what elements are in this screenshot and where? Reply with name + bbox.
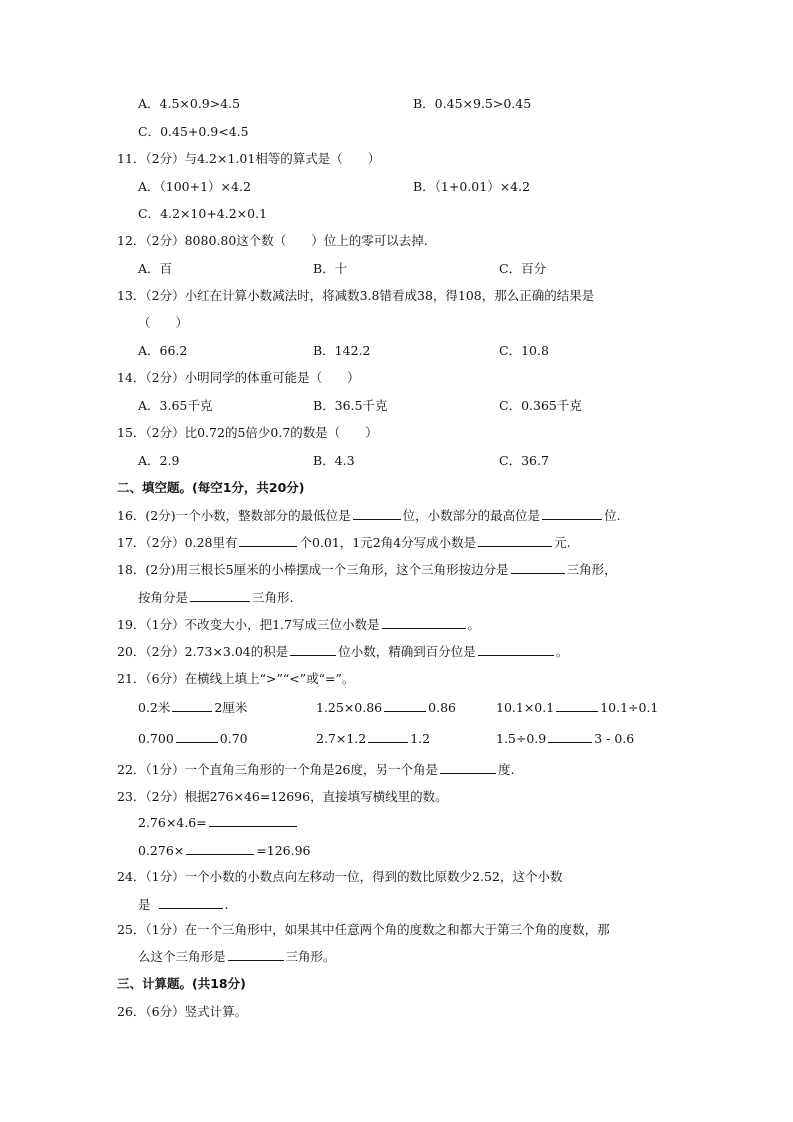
- q16-blank-2[interactable]: [542, 508, 602, 520]
- q14-option-a: A．3.65千克: [138, 398, 213, 413]
- q20-blank-1[interactable]: [290, 644, 336, 656]
- q12-option-c: C．百分: [499, 261, 547, 276]
- q22-text-2: 度.: [498, 762, 515, 777]
- q17-text-1: 17．（2分）0.28里有: [117, 535, 238, 550]
- q19-blank-1[interactable]: [382, 617, 466, 629]
- q23-expr-2a: 0.276×: [138, 843, 185, 858]
- q23-expr-1: 2.76×4.6=: [138, 815, 207, 830]
- q21-r1-c2-right: 0.86: [428, 700, 456, 715]
- q16-text-1: 16．(2分)一个小数，整数部分的最低位是: [117, 508, 351, 523]
- q21-r1-c1-blank[interactable]: [172, 700, 212, 712]
- q18-text-2: 三角形，: [566, 562, 617, 577]
- q21-r1-c2: [316, 700, 456, 716]
- q21-r2-c2-left: 2.7×1.2: [316, 731, 367, 746]
- q21-r1-c1: [138, 700, 247, 716]
- section-2-heading: 二、填空题。(每空1分，共20分): [117, 480, 305, 495]
- q20-blank-2[interactable]: [478, 644, 554, 656]
- q21-r2-c3: [496, 731, 634, 747]
- q20: [117, 644, 568, 660]
- q17-text-2: 个0.01，1元2角4分写成小数是: [299, 535, 477, 550]
- q16: [117, 508, 621, 524]
- q12-option-a: A．百: [138, 261, 173, 276]
- q11-option-c: C．4.2×10+4.2×0.1: [138, 206, 268, 221]
- q18-text-3: 按角分是: [138, 590, 189, 605]
- q25-text-3: 三角形。: [285, 949, 336, 964]
- q21-r2-c2-right: 1.2: [410, 731, 431, 746]
- q23-blank-1[interactable]: [209, 815, 297, 827]
- q20-text-3: 。: [555, 644, 569, 659]
- q18-text-4: 三角形.: [252, 590, 294, 605]
- q16-blank-1[interactable]: [353, 508, 401, 520]
- q16-text-2: 位，小数部分的最高位是: [402, 508, 541, 523]
- q25-line-2: [138, 949, 336, 965]
- q21-r2-c3-right: 3 - 0.6: [594, 731, 635, 746]
- q25-text-2: 么这个三角形是: [138, 949, 226, 964]
- q15-option-b: B．4.3: [313, 453, 355, 468]
- q23-blank-2[interactable]: [186, 843, 254, 855]
- q13-option-b: B．142.2: [313, 343, 371, 358]
- q15-option-c: C．36.7: [499, 453, 549, 468]
- section-3-heading: 三、计算题。(共18分): [117, 976, 246, 991]
- q12-stem: 12．（2分）8080.80这个数（ ）位上的零可以去掉.: [117, 233, 428, 248]
- q14-option-b: B．36.5千克: [313, 398, 388, 413]
- q23-stem: 23．（2分）根据276×46=12696，直接填写横线里的数。: [117, 789, 448, 804]
- q21-r1-c3-blank[interactable]: [556, 700, 598, 712]
- q11-stem: 11．（2分）与4.2×1.01相等的算式是（ ）: [117, 151, 381, 166]
- q21-r2-c1-left: 0.700: [138, 731, 174, 746]
- q10-option-c: C．0.45+0.9<4.5: [138, 124, 249, 139]
- q22: [117, 762, 515, 778]
- q15-stem: 15．（2分）比0.72的5倍少0.7的数是（ ）: [117, 425, 378, 440]
- q14-option-c: C．0.365千克: [499, 398, 582, 413]
- q22-text-1: 22．（1分）一个直角三角形的一个角是26度，另一个角是: [117, 762, 439, 777]
- q16-text-3: 位.: [604, 508, 621, 523]
- q21-r2-c3-left: 1.5÷0.9: [496, 731, 547, 746]
- q21-r2-c1-right: 0.70: [219, 731, 248, 746]
- q17-text-3: 元.: [554, 535, 571, 550]
- q22-blank-1[interactable]: [440, 762, 496, 774]
- q20-text-2: 位小数，精确到百分位是: [338, 644, 476, 659]
- q19-text-2: 。: [467, 617, 481, 632]
- q24-text-2: 是: [138, 897, 151, 912]
- q24-blank-1[interactable]: [159, 897, 223, 909]
- q13-stem-continued: （ ）: [138, 315, 189, 330]
- q23-line-2: [138, 843, 310, 859]
- q21-r1-c1-left: 0.2米: [138, 700, 171, 715]
- q15-option-a: A．2.9: [138, 453, 180, 468]
- q13-stem: 13．（2分）小红在计算小数减法时，将减数3.8错看成38，得108，那么正确的结果是: [117, 288, 595, 303]
- q24-line-1: 24．（1分）一个小数的小数点向左移动一位，得到的数比原数少2.52，这个小数: [117, 869, 563, 884]
- q13-option-c: C．10.8: [499, 343, 549, 358]
- q21-r1-c3: [496, 700, 658, 716]
- q19: [117, 617, 480, 633]
- q24-text-3: .: [224, 897, 229, 912]
- q18-blank-2[interactable]: [190, 590, 250, 602]
- q18-blank-1[interactable]: [511, 562, 565, 574]
- q24-line-2: [138, 897, 229, 913]
- q18-line-1: [117, 562, 617, 578]
- q14-stem: 14．（2分）小明同学的体重可能是（ ）: [117, 370, 360, 385]
- q21-r1-c3-left: 10.1×0.1: [496, 700, 555, 715]
- q18-line-2: [138, 590, 294, 606]
- q23-expr-2b: =126.96: [256, 843, 311, 858]
- q21-r1-c2-blank[interactable]: [384, 700, 426, 712]
- q11-option-b: B．（1+0.01）×4.2: [413, 179, 531, 194]
- q21-r1-c2-left: 1.25×0.86: [316, 700, 383, 715]
- q26-stem: 26．（6分）竖式计算。: [117, 1004, 248, 1019]
- q21-r1-c1-right: 2厘米: [214, 700, 248, 715]
- q10-option-b: B．0.45×9.5>0.45: [413, 96, 532, 111]
- q17-blank-2[interactable]: [478, 535, 552, 547]
- q25-line-1: 25．（1分）在一个三角形中，如果其中任意两个角的度数之和都大于第三个角的度数，那: [117, 922, 610, 937]
- q18-text-1: 18．(2分)用三根长5厘米的小棒摆成一个三角形，这个三角形按边分是: [117, 562, 509, 577]
- q25-blank-1[interactable]: [228, 949, 284, 961]
- q21-r1-c3-right: 10.1÷0.1: [600, 700, 659, 715]
- q21-stem: 21．（6分）在横线上填上“>”“<”或“=”。: [117, 671, 355, 686]
- q19-text-1: 19．（1分）不改变大小，把1.7写成三位小数是: [117, 617, 380, 632]
- q21-r2-c2: [316, 731, 430, 747]
- q20-text-1: 20．（2分）2.73×3.04的积是: [117, 644, 289, 659]
- q21-r2-c1-blank[interactable]: [176, 731, 218, 743]
- q10-option-a: A．4.5×0.9>4.5: [138, 96, 241, 111]
- q21-r2-c2-blank[interactable]: [368, 731, 408, 743]
- q17-blank-1[interactable]: [239, 535, 297, 547]
- q12-option-b: B．十: [313, 261, 348, 276]
- q21-r2-c1: [138, 731, 248, 747]
- q23-line-1: [138, 815, 299, 831]
- q11-option-a: A．（100+1）×4.2: [138, 179, 251, 194]
- q21-r2-c3-blank[interactable]: [548, 731, 592, 743]
- q13-option-a: A．66.2: [138, 343, 188, 358]
- q17: [117, 535, 571, 551]
